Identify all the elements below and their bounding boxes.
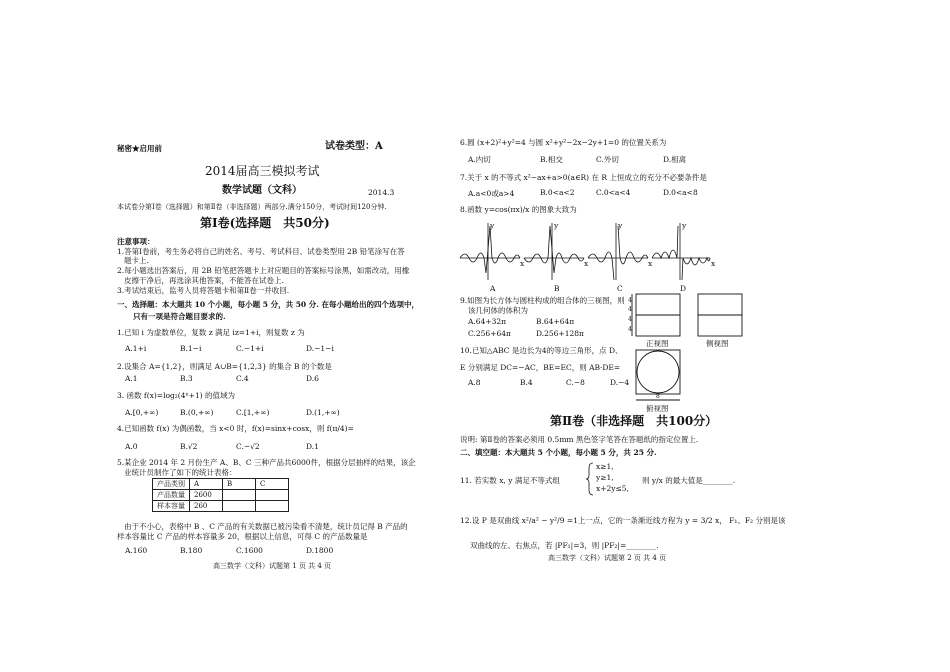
question-5: 5.某企业 2014 年 2 月份生产 A、B、C 三种产品共6000件，根据分层抽样的结果，该企 <box>117 458 416 467</box>
graph-label-d: D <box>680 284 687 293</box>
q8-graphs <box>460 218 710 286</box>
table-cell <box>223 490 256 501</box>
q9-option-c: C.256+64π <box>468 329 511 338</box>
graph-b-curve <box>524 226 584 273</box>
top-view <box>636 350 680 394</box>
q10-option-c: C.−8 <box>566 378 585 387</box>
dimension-label: 4 <box>628 326 632 333</box>
page-2 <box>460 0 950 672</box>
dimension-label: 4 <box>628 306 632 313</box>
q9-option-b: B.64+64π <box>536 317 575 326</box>
question-12-cont: 双曲线的左、右焦点，若 |PF₁|=3，则 |PF₂|=________. <box>470 541 659 550</box>
table-cell: 260 <box>190 501 223 512</box>
q10-option-a: A.8 <box>468 378 481 387</box>
table-cell <box>256 490 289 501</box>
secret-mark: 秘密★启用前 <box>117 144 162 153</box>
q2-option-d: D.6 <box>306 374 319 383</box>
part2-heading: 第Ⅱ卷（非选择题 共100分） <box>550 414 718 428</box>
dimension-label: 4 <box>628 316 632 323</box>
question-5-cont: 业统计员制作了如下的统计表格： <box>124 468 237 477</box>
q1-option-d: D.−1−i <box>306 344 334 353</box>
graph-x-label: x <box>520 259 525 268</box>
graph-label-b: B <box>554 284 560 293</box>
question-8: 8.函数 y=cos(πx)/x 的图象大致为 <box>460 205 577 214</box>
graph-a-curve <box>460 226 520 273</box>
q4-option-a: A.0 <box>125 442 138 451</box>
question-4: 4.已知函数 f(x) 为偶函数，当 x<0 时，f(x)=sinx+cosx，则 f(π/4)= <box>117 424 354 433</box>
brace-icon <box>586 462 594 496</box>
exam-title: 2014届高三模拟考试 <box>205 164 320 178</box>
note-line: 题卡上. <box>124 256 149 265</box>
q3-option-b: B.(0,+∞) <box>180 408 214 417</box>
question-10-cont: E 分别满足 DC=−AC，BE=EC，则 AB·DE= <box>460 363 621 372</box>
q5-option-a: A.160 <box>125 546 148 555</box>
q5-option-b: B.180 <box>180 546 203 555</box>
question-9: 9.如图为长方体与圆柱构成的组合体的三视图，则 <box>460 296 625 305</box>
q11-condition: x+2y≤5, <box>596 484 629 493</box>
graph-x-label: x <box>648 259 653 268</box>
table-row <box>153 490 289 501</box>
q2-option-a: A.1 <box>125 374 138 383</box>
table-cell: 产品类别 <box>153 479 190 490</box>
table-row <box>153 501 289 512</box>
section1-heading-cont: 只有一项是符合题目要求的. <box>133 312 226 321</box>
table-cell <box>223 501 256 512</box>
page-footer: 高三数学（文科）试题第 2 页 共 4 页 <box>548 554 667 562</box>
question-9-cont: 该几何体的体积为 <box>468 306 528 315</box>
paper-type: 试卷类型：A <box>325 141 383 152</box>
q3-option-c: C.[1,+∞) <box>236 408 270 417</box>
side-view-label: 侧视图 <box>706 339 729 348</box>
table-cell: A <box>190 479 223 490</box>
graph-d-curve <box>652 226 710 280</box>
q6-option-a: A.内切 <box>468 155 491 164</box>
graph-label-c: C <box>617 284 623 293</box>
question-12: 12.设 P 是双曲线 x²/a² − y²/9 =1上一点，它的一条渐近线方程为 y = 3/2 x， F₁、F₂ 分别是该 <box>460 516 786 525</box>
question-7: 7.关于 x 的不等式 x²−ax+a>0(a∈R) 在 R 上恒成立的充分不必要条件是 <box>460 173 707 182</box>
top-view-label: 俯视图 <box>646 404 669 413</box>
question-2: 2.设集合 A={1,2}，则满足 A∪B={1,2,3} 的集合 B 的个数是 <box>117 362 332 371</box>
notes-title: 注意事项： <box>117 237 155 246</box>
note-line: 2.每小题选出答案后，用 2B 铅笔把答题卡上对应题目的答案标号涂黑，如需改动，用橡 <box>117 266 410 275</box>
top-view-circle <box>637 351 679 393</box>
statistics-table <box>152 478 289 512</box>
dimension-label: 4 <box>628 297 632 304</box>
graph-label-a: A <box>490 284 496 293</box>
q1-option-a: A.1+i <box>125 344 147 353</box>
page-footer: 高三数学（文科）试题第 1 页 共 4 页 <box>213 562 332 570</box>
question-5-detail: 由于不小心，表格中 B 、C 产品的有关数据已被污染看不清楚，统计员记得 B 产品的 <box>124 522 408 531</box>
question-1: 1.已知 i 为虚数单位，复数 z 满足 iz=1+i，则复数 z 为 <box>117 328 305 337</box>
subject-title: 数学试题（文科） <box>222 185 302 196</box>
table-cell: 2600 <box>190 490 223 501</box>
q2-option-b: B.3 <box>180 374 193 383</box>
intro-text: 本试卷分第Ⅰ卷（选择题）和第Ⅱ卷（非选择题）两部分.满分150分，考试时间120分钟. <box>117 203 387 211</box>
dimension-label: 8 <box>656 393 660 400</box>
q9-option-a: A.64+32π <box>468 317 507 326</box>
q9-option-d: D.256+128π <box>536 329 584 338</box>
graph-c-curve <box>588 226 648 280</box>
q6-option-b: B.相交 <box>540 155 563 164</box>
table-cell: C <box>256 479 289 490</box>
section2-heading: 二、填空题：本大题共 5 个小题，每小题 5 分，共 25 分. <box>460 448 657 457</box>
q5-option-d: D.1800 <box>306 546 334 555</box>
q11-condition: x≥1, <box>596 462 614 471</box>
q4-option-b: B.√2 <box>180 442 198 451</box>
table-cell: 样本容量 <box>153 501 190 512</box>
q7-option-b: B.0<a<2 <box>540 188 575 197</box>
q7-option-a: A.a<0或a>4 <box>468 189 515 198</box>
question-11: 11. 若实数 x, y 满足不等式组 <box>460 476 560 485</box>
table-cell <box>256 501 289 512</box>
question-6: 6.圆 (x+2)²+y²=4 与圆 x²+y²−2x−2y+1=0 的位置关系为 <box>460 138 667 147</box>
q10-option-b: B.4 <box>520 378 533 387</box>
q11-condition: y≥1, <box>596 473 614 482</box>
q6-option-c: C.外切 <box>596 155 619 164</box>
note-line: 皮擦干净后，再选涂其他答案，不能答在试卷上. <box>124 276 284 285</box>
q7-option-c: C.0<a<4 <box>596 188 631 197</box>
question-3: 3. 函数 f(x)=log₂(4ˣ+1) 的值域为 <box>117 391 236 400</box>
question-5-detail: 样本容量比 C 产品的样本容量多 20，根据以上信息，可得 C 的产品数量是 <box>117 532 368 541</box>
exam-date: 2014.3 <box>368 188 395 197</box>
table-cell: B <box>223 479 256 490</box>
graph-y-label: y <box>618 221 623 230</box>
table-cell: 产品数量 <box>153 490 190 501</box>
q7-option-d: D.0<a<8 <box>663 188 698 197</box>
graph-x-label: x <box>584 259 589 268</box>
page-1 <box>0 0 470 672</box>
q2-option-c: C.4 <box>236 374 249 383</box>
q5-option-c: C.1600 <box>236 546 263 555</box>
graph-y-label: y <box>490 221 495 230</box>
q1-option-b: B.1−i <box>180 344 202 353</box>
graph-x-label: x <box>711 259 716 268</box>
section1-heading: 一、选择题：本大题共 10 个小题，每小题 5 分，共 50 分. 在每小题给出的四个选项中， <box>117 300 419 309</box>
note-line: 3.考试结束后，监考人员将答题卡和第Ⅱ卷一并收回. <box>117 286 290 295</box>
q4-option-d: D.1 <box>306 442 319 451</box>
q10-option-d: D.−4 <box>610 378 630 387</box>
q1-option-c: C.−1+i <box>236 344 264 353</box>
table-row <box>153 479 289 490</box>
graph-y-label: y <box>682 221 687 230</box>
part2-note: 说明: 第Ⅱ卷的答案必须用 0.5mm 黑色签字笔答在答题纸的指定位置上. <box>460 435 699 444</box>
note-line: 1.答第Ⅰ卷前，考生务必将自己的姓名、考号、考试科目、试卷类型用 2B 铅笔涂写在答 <box>117 247 405 256</box>
q4-option-c: C.−√2 <box>236 442 260 451</box>
front-view-label: 正视图 <box>646 339 669 348</box>
q3-option-a: A.[0,+∞) <box>125 408 159 417</box>
graph-y-label: y <box>554 221 559 230</box>
question-11-cont: 则 y/x 的最大值是________. <box>642 476 736 485</box>
q3-option-d: D.(1,+∞) <box>306 408 340 417</box>
q6-option-d: D.相离 <box>663 155 687 164</box>
question-10: 10.已知△ABC 是边长为4的等边三角形，点 D、 <box>460 346 623 355</box>
part1-heading: 第Ⅰ卷(选择题 共50分) <box>200 216 330 230</box>
